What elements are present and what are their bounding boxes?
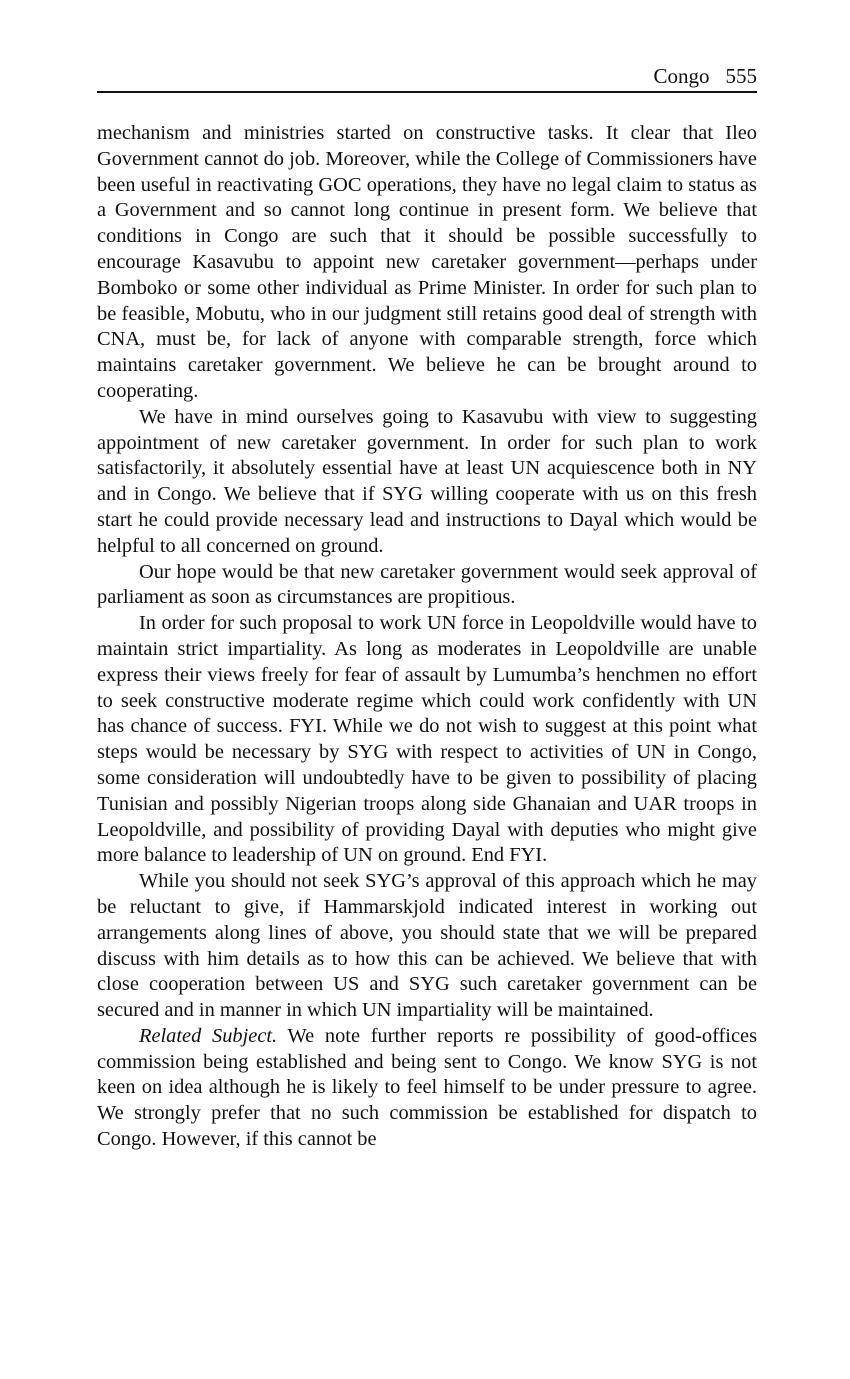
paragraph-6 [97, 1024, 757, 1153]
paragraph-1: mechanism and ministries started on constructive tasks. It clear that Ileo Government cannot do job. Moreover, while the College of Commissioners have been useful in reactivating GOC operations, they have no legal claim to status as a Government and so cannot long continue in present form. We believe that conditions in Congo are such that it should be possible successfully to encourage Kasavubu to appoint new caretaker government—perhaps under Bomboko or some other individual as Prime Minister. In order for such plan to be feasible, Mobutu, who in our judgment still retains good deal of strength with CNA, must be, for lack of anyone with comparable strength, force which maintains caretaker government. We believe he can be brought around to cooperating. [97, 122, 757, 402]
paragraph-3: Our hope would be that new caretaker government would seek approval of parliament as soon as circumstances are propitious. [97, 560, 757, 609]
run-in-heading: Related Subject. [139, 1024, 278, 1047]
paragraph-4: In order for such proposal to work UN force in Leopoldville would have to maintain strict impartiality. As long as moderates in Leopoldville are unable express their views freely for fear of assault by Lumumba’s henchmen no effort to seek constructive moderate regime which could work confidently with UN has chance of success. FYI. While we do not wish to suggest at this point what steps would be necessary by SYG with respect to activities of UN in Congo, some consideration will undoubtedly have to be given to possibility of placing Tunisian and possibly Nigerian troops along side Ghanaian and UAR troops in Leopoldville, and possibility of providing Dayal with deputies who might give more balance to leadership of UN on ground. End FYI. [97, 612, 757, 867]
paragraph-5: While you should not seek SYG’s approval of this approach which he may be reluctant to give, if Hammarskjold indicated interest in working out arrangements along lines of above, you should state that we will be prepared discuss with him details as to how this can be achieved. We believe that with close cooperation between US and SYG such caretaker government can be secured and in manner in which UN impartiality will be maintained. [97, 870, 757, 1022]
body-text [97, 121, 757, 1153]
document-page [97, 64, 757, 1153]
paragraph-2: We have in mind ourselves going to Kasavubu with view to suggesting appointment of new caretaker government. In order for such plan to work satisfactorily, it absolutely essential have at least UN acquiescence both in NY and in Congo. We believe that if SYG willing cooperate with us on this fresh start he could provide necessary lead and instructions to Dayal which would be helpful to all concerned on ground. [97, 405, 757, 557]
paragraph-6-text: We note further reports re possibility of good-offices commission being established and being sent to Congo. We know SYG is not keen on idea although he is likely to feel himself to be under pressure to agree. We strongly prefer that no such commission be established for dispatch to Congo. However, if this cannot be [97, 1024, 758, 1151]
running-header [97, 64, 757, 93]
page-number: 555 [725, 64, 757, 88]
running-title: Congo [653, 64, 710, 88]
